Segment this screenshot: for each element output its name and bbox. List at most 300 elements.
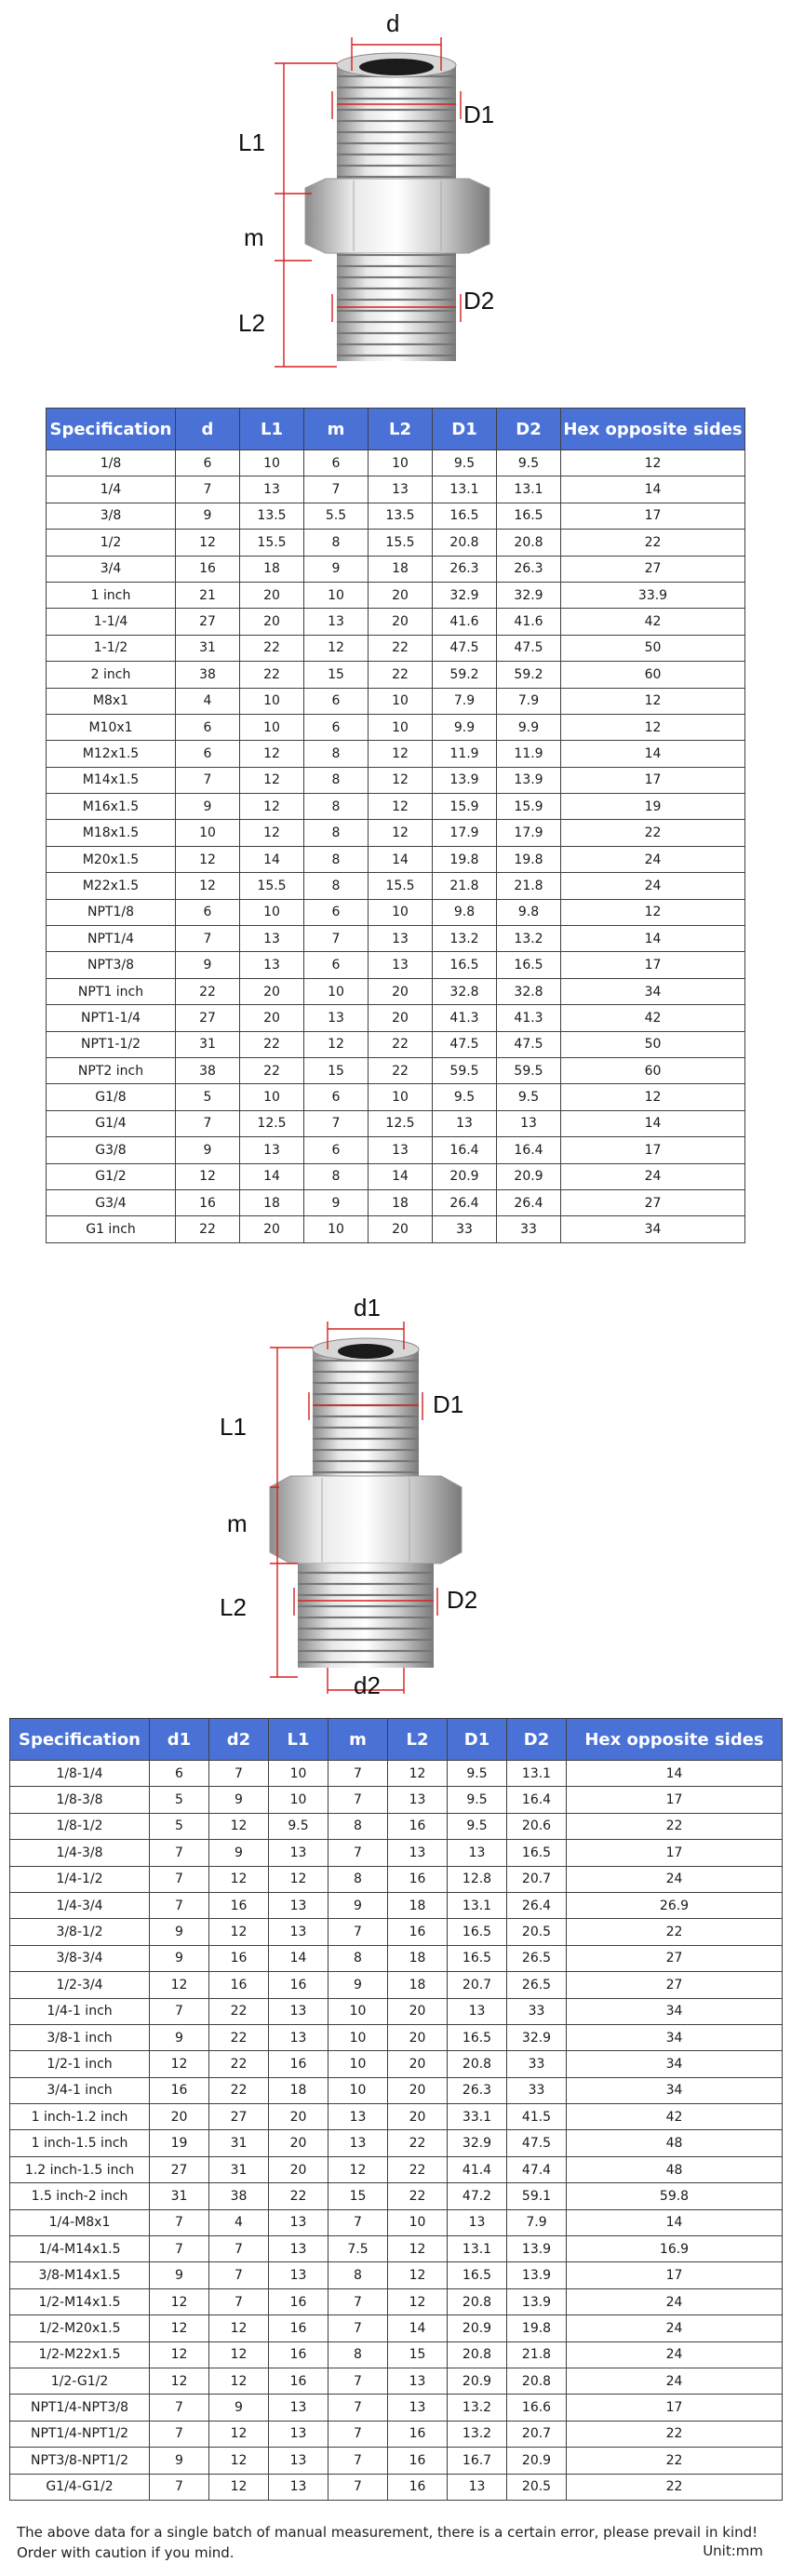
spec-table-straight [46,408,745,1243]
value-cell: 20 [369,582,433,608]
value-cell: 20.8 [448,2341,507,2368]
spec-cell: 1/2-G1/2 [10,2368,150,2394]
table-row [47,1216,745,1242]
value-cell: 32.9 [507,2024,567,2050]
value-cell: 22 [240,1057,304,1083]
value-cell: 32.8 [497,978,561,1004]
value-cell: 16 [269,2368,328,2394]
value-cell: 6 [176,714,240,740]
value-cell: 5.5 [304,503,369,529]
value-cell: 26.5 [507,1972,567,1998]
value-cell: 15.9 [433,794,497,820]
value-cell: 16.5 [497,952,561,978]
value-cell: 7 [328,2315,388,2341]
spec-cell: G1/8 [47,1084,176,1110]
value-cell: 16.9 [567,2236,783,2262]
value-cell: 10 [369,1084,433,1110]
value-cell: 7 [209,1761,269,1787]
value-cell: 20.8 [448,2288,507,2314]
table-row [47,846,745,872]
value-cell: 13 [269,1919,328,1945]
value-cell: 38 [176,662,240,688]
value-cell: 20.9 [448,2368,507,2394]
value-cell: 14 [240,846,304,872]
spec-cell: 1 inch-1.5 inch [10,2130,150,2156]
value-cell: 20 [388,2024,448,2050]
value-cell: 26.4 [507,1892,567,1918]
value-cell: 10 [328,2024,388,2050]
value-cell: 60 [561,1057,745,1083]
value-cell: 13 [269,2474,328,2500]
value-cell: 17 [561,767,745,793]
value-cell: 18 [369,1189,433,1215]
value-cell: 17.9 [497,820,561,846]
value-cell: 48 [567,2156,783,2182]
value-cell: 12 [561,714,745,740]
table-row [47,767,745,793]
spec-cell: 1 inch [47,582,176,608]
value-cell: 21.8 [497,873,561,899]
value-cell: 26.9 [567,1892,783,1918]
column-header: m [328,1719,388,1761]
value-cell: 13 [240,952,304,978]
value-cell: 22 [388,2183,448,2209]
value-cell: 33 [507,1998,567,2024]
value-cell: 34 [561,1216,745,1242]
value-cell: 20 [240,609,304,635]
value-cell: 16 [176,1189,240,1215]
column-header: d1 [150,1719,209,1761]
value-cell: 12 [388,2288,448,2314]
value-cell: 7 [150,1892,209,1918]
value-cell: 7 [328,2209,388,2235]
value-cell: 24 [561,846,745,872]
table-row [10,1840,783,1866]
value-cell: 11.9 [433,741,497,767]
fitting-illustration-2 [0,1284,791,1703]
value-cell: 24 [567,2288,783,2314]
value-cell: 16.5 [433,503,497,529]
value-cell: 6 [304,899,369,925]
value-cell: 22 [269,2183,328,2209]
value-cell: 6 [304,714,369,740]
value-cell: 22 [176,978,240,1004]
value-cell: 13.1 [448,1892,507,1918]
table-row [10,2104,783,2130]
column-header: Specification [10,1719,150,1761]
value-cell: 7.9 [507,2209,567,2235]
spec-cell: G1 inch [47,1216,176,1242]
value-cell: 59.5 [497,1057,561,1083]
column-header: Hex opposite sides [567,1719,783,1761]
column-header: d2 [209,1719,269,1761]
spec-cell: 3/8 [47,503,176,529]
value-cell: 12 [176,846,240,872]
value-cell: 7 [150,2421,209,2447]
table-row [47,1110,745,1136]
value-cell: 13.2 [448,2395,507,2421]
table-row [47,899,745,925]
spec-cell: 3/4 [47,556,176,582]
value-cell: 47.2 [448,2183,507,2209]
table-row [47,1084,745,1110]
value-cell: 19.8 [507,2315,567,2341]
value-cell: 13 [269,2395,328,2421]
value-cell: 42 [561,609,745,635]
table-row [10,2421,783,2447]
value-cell: 9 [150,2448,209,2474]
value-cell: 41.4 [448,2156,507,2182]
column-header: L2 [369,409,433,450]
value-cell: 50 [561,1031,745,1057]
value-cell: 7.9 [433,688,497,714]
value-cell: 13 [369,952,433,978]
value-cell: 13 [269,2236,328,2262]
value-cell: 13 [328,2104,388,2130]
value-cell: 34 [567,2077,783,2103]
value-cell: 8 [304,767,369,793]
value-cell: 10 [269,1787,328,1813]
table-row [10,2156,783,2182]
value-cell: 33 [433,1216,497,1242]
value-cell: 31 [176,635,240,661]
value-cell: 7 [304,476,369,503]
value-cell: 34 [561,978,745,1004]
spec-cell: NPT3/8-NPT1/2 [10,2448,150,2474]
table-row [47,741,745,767]
value-cell: 27 [176,609,240,635]
value-cell: 27 [567,1945,783,1971]
value-cell: 12 [561,688,745,714]
value-cell: 12 [209,2474,269,2500]
value-cell: 13 [388,1787,448,1813]
value-cell: 13.5 [369,503,433,529]
value-cell: 60 [561,662,745,688]
value-cell: 26.4 [433,1189,497,1215]
value-cell: 22 [567,1813,783,1839]
table-row [47,609,745,635]
value-cell: 12 [150,2341,209,2368]
dimension-label-d1: d1 [354,1294,381,1322]
value-cell: 59.2 [497,662,561,688]
value-cell: 8 [304,530,369,556]
value-cell: 33 [507,2077,567,2103]
value-cell: 13 [269,2209,328,2235]
table-row [10,1892,783,1918]
value-cell: 6 [304,1084,369,1110]
dimension-label-D2: D2 [463,287,495,315]
value-cell: 20 [369,1005,433,1031]
table-row [47,556,745,582]
value-cell: 10 [240,450,304,476]
value-cell: 14 [561,741,745,767]
value-cell: 13 [269,1998,328,2024]
value-cell: 27 [567,1972,783,1998]
spec-cell: M12x1.5 [47,741,176,767]
value-cell: 7 [328,1919,388,1945]
column-header: L1 [269,1719,328,1761]
value-cell: 12 [209,2315,269,2341]
spec-cell: G3/8 [47,1137,176,1163]
value-cell: 22 [567,2448,783,2474]
spec-cell: 1-1/4 [47,609,176,635]
value-cell: 8 [304,846,369,872]
value-cell: 14 [561,926,745,952]
value-cell: 20 [150,2104,209,2130]
value-cell: 24 [567,2368,783,2394]
value-cell: 13 [269,2024,328,2050]
value-cell: 9.8 [497,899,561,925]
table-row [10,1813,783,1839]
table-row [10,2183,783,2209]
value-cell: 13 [369,926,433,952]
spec-cell: 1-1/2 [47,635,176,661]
value-cell: 12 [150,2368,209,2394]
value-cell: 20 [388,1998,448,2024]
value-cell: 7 [209,2288,269,2314]
value-cell: 27 [176,1005,240,1031]
spec-cell: 1/4-1/2 [10,1866,150,1892]
value-cell: 59.8 [567,2183,783,2209]
value-cell: 10 [328,1998,388,2024]
value-cell: 12 [369,820,433,846]
value-cell: 22 [561,530,745,556]
table-row [47,1137,745,1163]
value-cell: 7 [209,2236,269,2262]
value-cell: 13 [448,1840,507,1866]
spec-cell: NPT1/4-NPT3/8 [10,2395,150,2421]
column-header: D1 [433,409,497,450]
table-row [47,1189,745,1215]
spec-cell: NPT1 inch [47,978,176,1004]
value-cell: 6 [176,899,240,925]
value-cell: 13 [497,1110,561,1136]
value-cell: 16.4 [497,1137,561,1163]
value-cell: 13.9 [433,767,497,793]
spec-cell: 1/2-M14x1.5 [10,2288,150,2314]
value-cell: 7 [176,1110,240,1136]
value-cell: 48 [567,2130,783,2156]
value-cell: 22 [176,1216,240,1242]
value-cell: 12 [304,635,369,661]
spec-cell: M10x1 [47,714,176,740]
value-cell: 16 [269,2288,328,2314]
value-cell: 21.8 [507,2341,567,2368]
table-row [47,794,745,820]
table-row [47,873,745,899]
value-cell: 22 [567,2421,783,2447]
value-cell: 22 [388,2130,448,2156]
table-row [47,1031,745,1057]
value-cell: 16 [269,2051,328,2077]
value-cell: 18 [240,556,304,582]
table-row [47,582,745,608]
value-cell: 13 [448,1998,507,2024]
value-cell: 26.4 [497,1189,561,1215]
value-cell: 9 [328,1972,388,1998]
value-cell: 6 [150,1761,209,1787]
value-cell: 16.5 [497,503,561,529]
value-cell: 13.9 [507,2288,567,2314]
value-cell: 7 [150,1998,209,2024]
value-cell: 26.3 [448,2077,507,2103]
value-cell: 10 [304,978,369,1004]
value-cell: 13.9 [497,767,561,793]
value-cell: 6 [304,952,369,978]
fitting-diagram-2 [0,1284,791,1703]
spec-cell: 1/4 [47,476,176,503]
spec-cell: M18x1.5 [47,820,176,846]
spec-cell: 1/2-3/4 [10,1972,150,1998]
value-cell: 15 [328,2183,388,2209]
table-row [10,1787,783,1813]
value-cell: 24 [561,873,745,899]
value-cell: 8 [304,873,369,899]
value-cell: 12 [150,1972,209,1998]
spec-cell: 1/4-1 inch [10,1998,150,2024]
value-cell: 24 [567,2315,783,2341]
value-cell: 10 [269,1761,328,1787]
value-cell: 5 [150,1787,209,1813]
value-cell: 16.5 [448,1919,507,1945]
value-cell: 20.7 [448,1972,507,1998]
value-cell: 22 [209,1998,269,2024]
table-row [10,2077,783,2103]
value-cell: 7 [328,2421,388,2447]
value-cell: 22 [369,1031,433,1057]
spec-cell: NPT1-1/2 [47,1031,176,1057]
value-cell: 9 [209,1840,269,1866]
value-cell: 9 [304,556,369,582]
spec-cell: M22x1.5 [47,873,176,899]
spec-cell: 3/4-1 inch [10,2077,150,2103]
value-cell: 10 [328,2077,388,2103]
value-cell: 27 [209,2104,269,2130]
table-row [47,635,745,661]
value-cell: 10 [176,820,240,846]
value-cell: 13 [240,926,304,952]
value-cell: 12 [209,1866,269,1892]
value-cell: 7 [150,2209,209,2235]
value-cell: 9 [176,952,240,978]
table-row [10,2024,783,2050]
value-cell: 12 [209,1919,269,1945]
value-cell: 8 [328,2262,388,2288]
value-cell: 33 [507,2051,567,2077]
value-cell: 7 [176,767,240,793]
value-cell: 19.8 [497,846,561,872]
value-cell: 12 [209,2341,269,2368]
value-cell: 10 [240,1084,304,1110]
spec-cell: 1/4-3/4 [10,1892,150,1918]
value-cell: 16.5 [448,1945,507,1971]
value-cell: 16 [388,2474,448,2500]
value-cell: 8 [304,794,369,820]
value-cell: 9 [304,1189,369,1215]
spec-cell: 1/4-M8x1 [10,2209,150,2235]
value-cell: 47.4 [507,2156,567,2182]
spec-cell: 1/4-M14x1.5 [10,2236,150,2262]
value-cell: 27 [561,1189,745,1215]
value-cell: 7.5 [328,2236,388,2262]
value-cell: 34 [567,1998,783,2024]
value-cell: 15.5 [240,873,304,899]
value-cell: 20 [240,1216,304,1242]
value-cell: 16 [209,1972,269,1998]
spec-cell: NPT3/8 [47,952,176,978]
value-cell: 20 [388,2104,448,2130]
value-cell: 18 [369,556,433,582]
table-row [10,1945,783,1971]
column-header: L2 [388,1719,448,1761]
value-cell: 14 [269,1945,328,1971]
value-cell: 14 [567,2209,783,2235]
value-cell: 9.5 [269,1813,328,1839]
value-cell: 7 [150,1840,209,1866]
value-cell: 6 [304,688,369,714]
value-cell: 9 [209,2395,269,2421]
value-cell: 9.5 [433,450,497,476]
value-cell: 9 [176,503,240,529]
spec-cell: 1/2 [47,530,176,556]
value-cell: 6 [304,450,369,476]
value-cell: 7 [150,2236,209,2262]
value-cell: 26.3 [497,556,561,582]
value-cell: 12 [240,820,304,846]
value-cell: 31 [209,2130,269,2156]
value-cell: 42 [561,1005,745,1031]
value-cell: 16 [388,1866,448,1892]
spec-cell: G1/4 [47,1110,176,1136]
value-cell: 7 [209,2262,269,2288]
value-cell: 12 [150,2288,209,2314]
value-cell: 14 [561,476,745,503]
value-cell: 17 [561,1137,745,1163]
column-header: d [176,409,240,450]
value-cell: 20 [388,2077,448,2103]
table-row [10,1866,783,1892]
value-cell: 16 [209,1945,269,1971]
value-cell: 15.5 [369,530,433,556]
value-cell: 20 [269,2104,328,2130]
value-cell: 7 [150,2474,209,2500]
value-cell: 13 [433,1110,497,1136]
value-cell: 20.8 [448,2051,507,2077]
value-cell: 26.5 [507,1945,567,1971]
value-cell: 9 [150,1945,209,1971]
value-cell: 15.5 [369,873,433,899]
dimension-label-L2: L2 [220,1593,247,1621]
value-cell: 12 [269,1866,328,1892]
value-cell: 13.1 [497,476,561,503]
value-cell: 16.4 [433,1137,497,1163]
value-cell: 15.9 [497,794,561,820]
spec-cell: NPT1/4 [47,926,176,952]
value-cell: 15 [388,2341,448,2368]
value-cell: 7 [304,1110,369,1136]
value-cell: 20 [369,978,433,1004]
value-cell: 7 [328,2395,388,2421]
value-cell: 8 [328,1866,388,1892]
spec-cell: 1.2 inch-1.5 inch [10,2156,150,2182]
value-cell: 47.5 [433,1031,497,1057]
value-cell: 13 [269,1840,328,1866]
value-cell: 50 [561,635,745,661]
value-cell: 12 [240,794,304,820]
value-cell: 17 [567,1787,783,1813]
value-cell: 31 [150,2183,209,2209]
value-cell: 10 [304,582,369,608]
